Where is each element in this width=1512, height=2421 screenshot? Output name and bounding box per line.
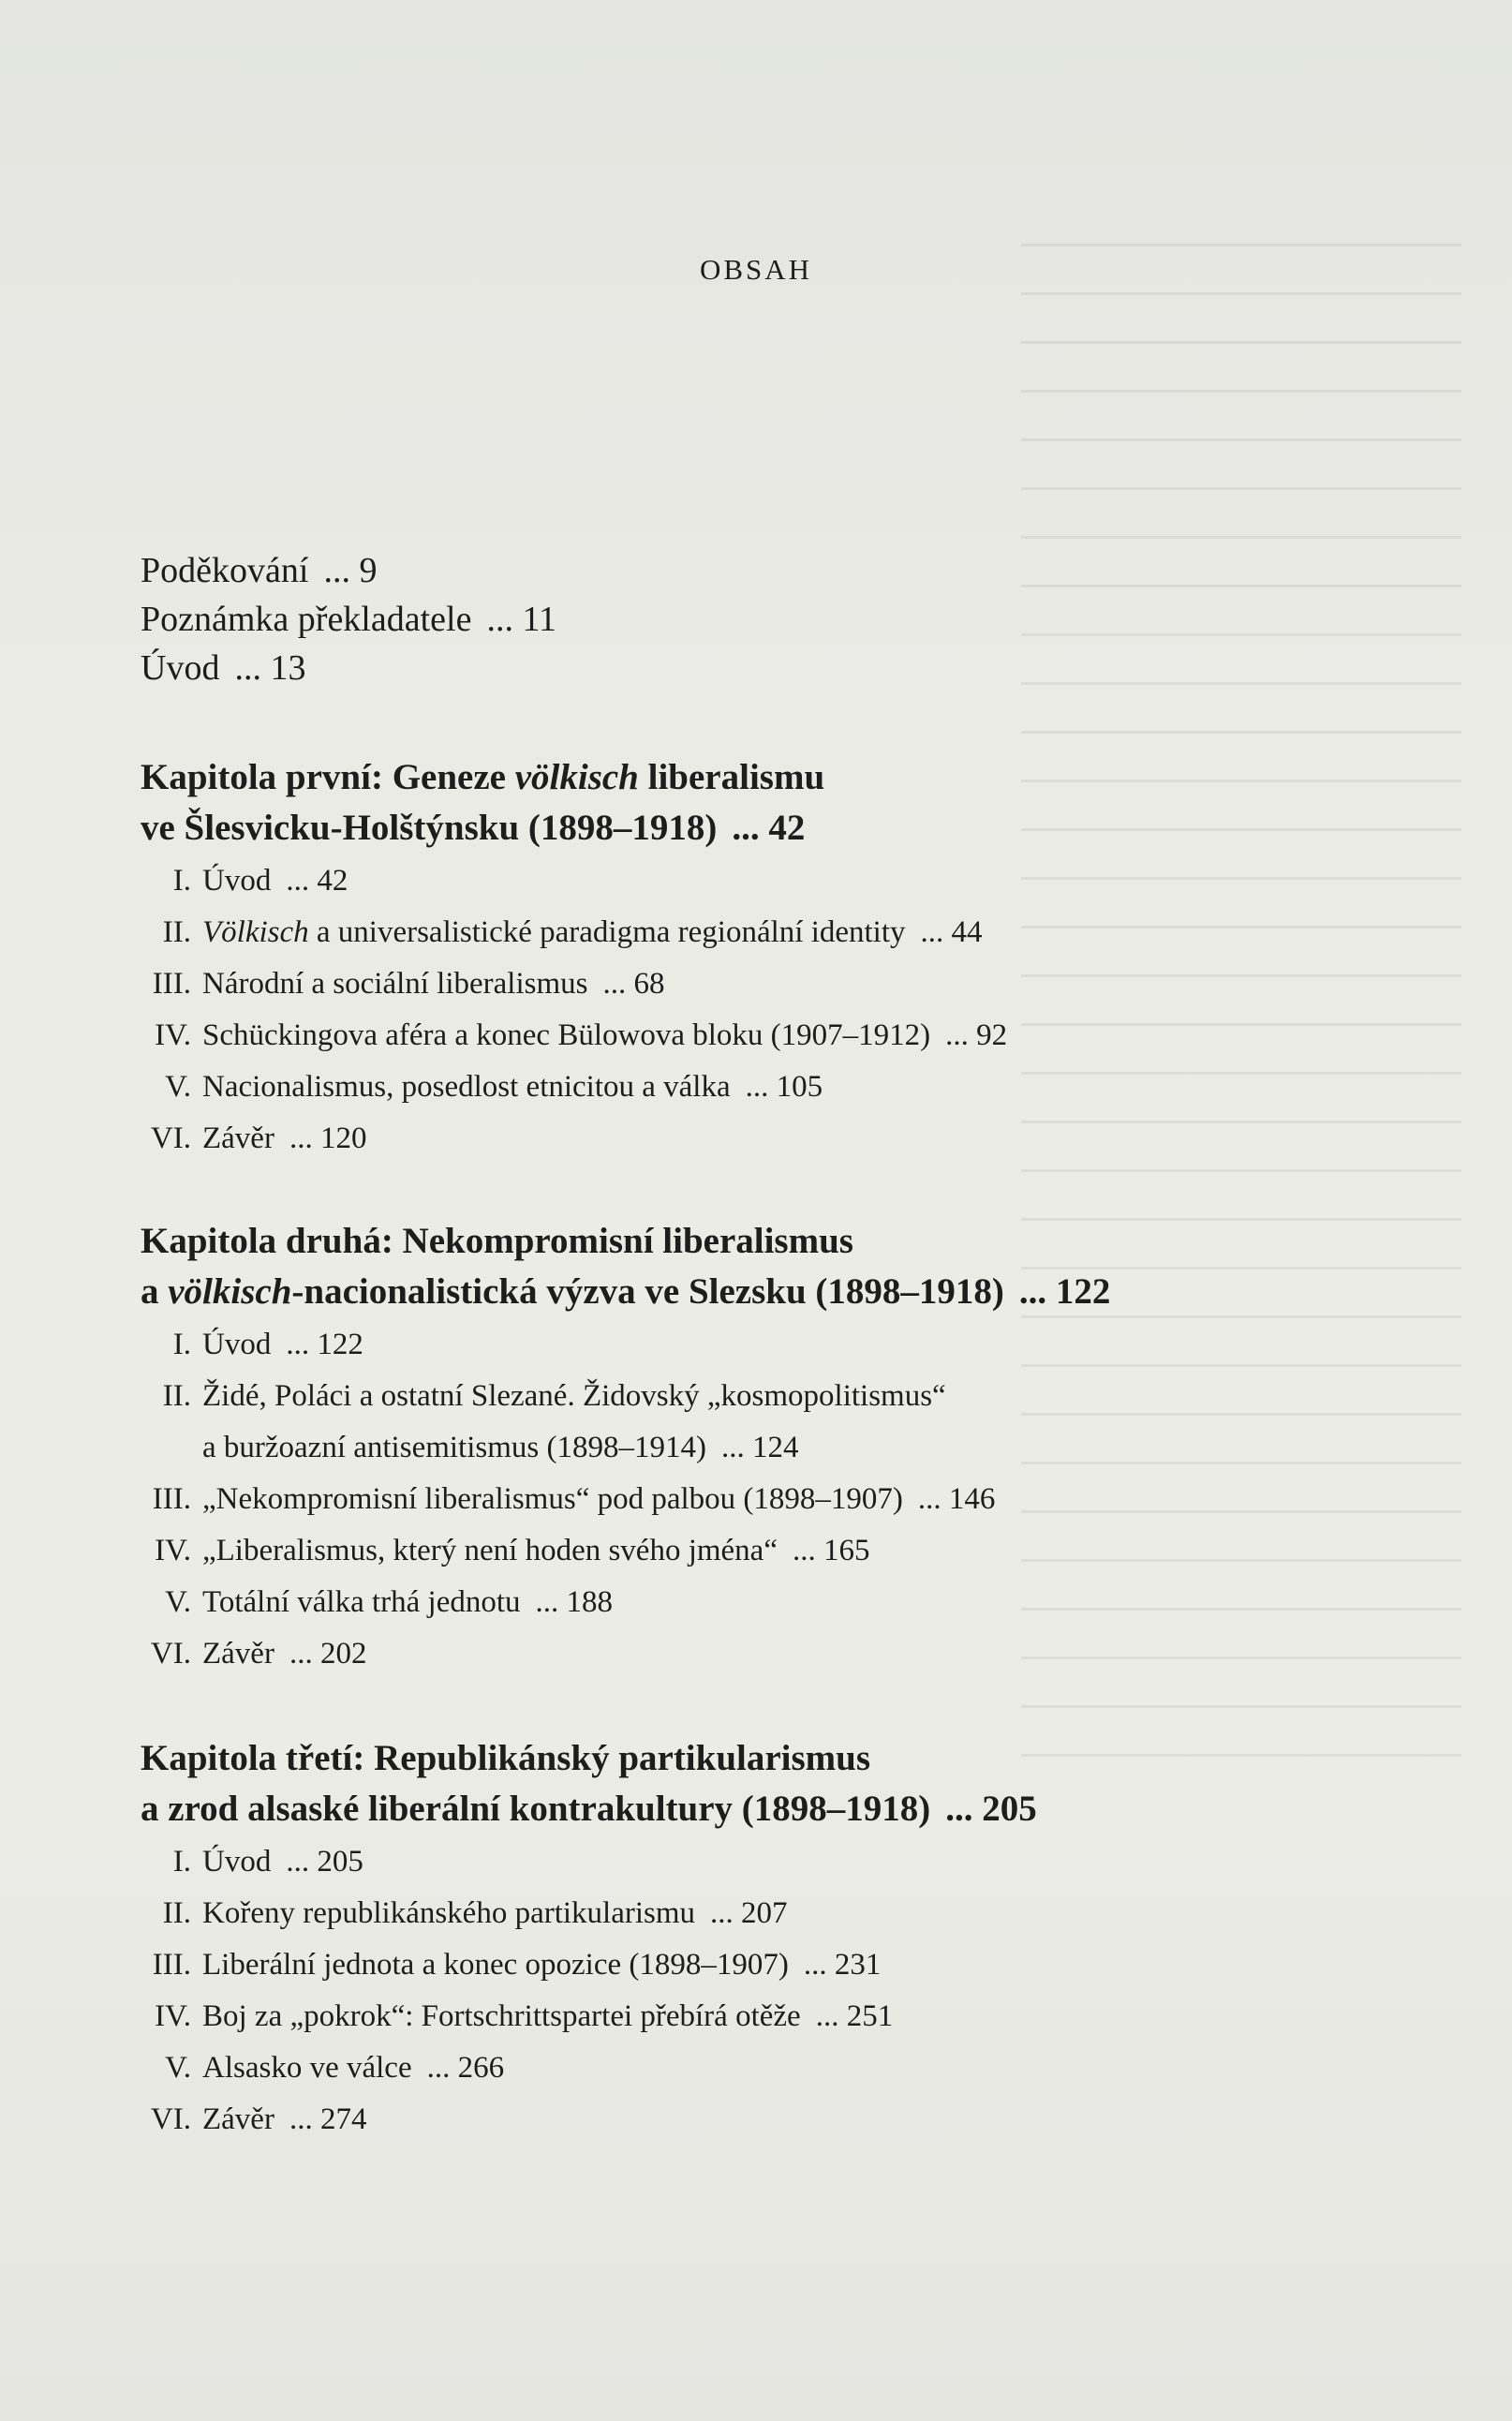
entry-page: ... 13 (234, 648, 306, 688)
section-page: ... 274 (289, 2102, 367, 2136)
entry-label: Úvod (141, 648, 220, 688)
toc-section (141, 1939, 1415, 1991)
section-number: III. (152, 1482, 191, 1516)
toc-section (141, 2094, 1415, 2146)
section-title: Úvod (202, 864, 272, 898)
section-page: ... 120 (289, 1121, 367, 1155)
section-title: Nacionalismus, posedlost etnicitou a válka (202, 1070, 731, 1104)
section-number: I. (172, 1845, 191, 1879)
toc-section (141, 1113, 1415, 1165)
section-page: ... 68 (602, 967, 665, 1001)
chapter-title-line (141, 1784, 1415, 1834)
toc-section (141, 2042, 1415, 2094)
section-page: ... 231 (803, 1948, 882, 1982)
section-title: Závěr (202, 2102, 274, 2136)
section-number: II. (162, 1379, 191, 1413)
section-number: VI. (150, 1637, 191, 1671)
toc-section (141, 1577, 1415, 1628)
section-title: Národní a sociální liberalismus (202, 967, 588, 1001)
section-number: II. (162, 1896, 191, 1930)
section-number: I. (172, 864, 191, 898)
section-list (141, 855, 1415, 1165)
section-number: I. (172, 1328, 191, 1361)
toc-section (141, 1991, 1415, 2042)
section-title: Alsasko ve válce (202, 2051, 412, 2085)
chapter-title-text: -nacionalistická výzva ve Slezsku (1898–1918) (291, 1271, 1004, 1312)
section-page: ... 42 (286, 864, 348, 898)
chapter-title-text: a (141, 1271, 169, 1312)
section-page: ... 165 (792, 1534, 870, 1567)
toc-section (141, 1010, 1415, 1062)
entry-page: ... 11 (486, 600, 557, 639)
section-title: Totální válka trhá jednotu (202, 1585, 521, 1619)
chapter-2 (141, 1216, 1415, 1680)
section-number: III. (152, 967, 191, 1001)
chapter-title-line (141, 1216, 1415, 1267)
section-title: a buržoazní antisemitismus (1898–1914) (202, 1431, 706, 1464)
section-page: ... 188 (535, 1585, 614, 1619)
toc-section (141, 1062, 1415, 1113)
section-number: V. (165, 1070, 191, 1104)
section-number: IV. (155, 1534, 191, 1567)
chapter-page: ... 122 (1018, 1271, 1111, 1312)
toc-entry-introduction (141, 644, 556, 692)
section-title: Úvod (202, 1328, 272, 1361)
toc-section (141, 1836, 1415, 1888)
chapter-title-line (141, 1267, 1415, 1317)
section-page: ... 44 (920, 915, 983, 949)
toc-entry-translator-note (141, 595, 556, 644)
section-page: ... 266 (426, 2051, 505, 2085)
chapter-title-text: Kapitola první: Geneze (141, 757, 515, 797)
section-page: ... 105 (745, 1070, 823, 1104)
section-title: Boj za „pokrok“: Fortschrittspartei přebírá otěže (202, 1999, 801, 2033)
section-number: III. (152, 1948, 191, 1982)
toc-section (141, 1319, 1415, 1371)
toc-section (141, 907, 1415, 958)
toc-section (141, 1525, 1415, 1577)
section-number: VI. (150, 1121, 191, 1155)
section-title: a universalistické paradigma regionální identity (308, 915, 906, 949)
section-title: Liberální jednota a konec opozice (1898–1907) (202, 1948, 789, 1982)
section-title: „Liberalismus, který není hoden svého jména“ (202, 1534, 778, 1567)
page-title: OBSAH (699, 253, 813, 286)
chapter-title-italic: völkisch (514, 757, 639, 797)
entry-label: Poděkování (141, 551, 309, 590)
section-number: V. (165, 1585, 191, 1619)
chapter-title-line (141, 752, 1415, 803)
toc-section (141, 1474, 1415, 1525)
section-page: ... 202 (289, 1637, 367, 1671)
chapter-title-text: a zrod alsaské liberální kontrakultury (1898–1918) (141, 1789, 931, 1829)
section-page: ... 251 (815, 1999, 894, 2033)
toc-section (141, 1628, 1415, 1680)
toc-section (141, 958, 1415, 1010)
chapter-1 (141, 752, 1415, 1165)
section-title: Židé, Poláci a ostatní Slezané. Židovský „kosmopolitismus“ (202, 1379, 946, 1413)
section-page: ... 205 (286, 1845, 363, 1879)
chapter-title-text: ve Šlesvicku-Holštýnsku (1898–1918) (141, 808, 718, 848)
section-page: ... 124 (720, 1431, 799, 1464)
section-page: ... 122 (286, 1328, 363, 1361)
section-page: ... 146 (917, 1482, 996, 1516)
chapter-title-line (141, 1733, 1415, 1784)
section-title: Závěr (202, 1121, 274, 1155)
section-title: Schückingova aféra a konec Bülowova bloku (1907–1912) (202, 1018, 931, 1052)
front-matter (141, 546, 556, 692)
section-title: Závěr (202, 1637, 274, 1671)
chapter-3 (141, 1733, 1415, 2146)
chapter-title-text: Kapitola třetí: Republikánský partikularismus (141, 1738, 871, 1778)
toc-section (141, 855, 1415, 907)
entry-page: ... 9 (323, 551, 378, 590)
section-number: IV. (155, 1018, 191, 1052)
chapter-title-text: liberalismu (638, 757, 825, 797)
section-title: Úvod (202, 1845, 272, 1879)
chapter-title-italic: völkisch (168, 1271, 292, 1312)
section-title-italic: Völkisch (202, 915, 309, 949)
toc-section-continuation (141, 1422, 1415, 1474)
section-number: VI. (150, 2102, 191, 2136)
entry-label: Poznámka překladatele (141, 600, 472, 639)
chapter-title-text: Kapitola druhá: Nekompromisní liberalismus (141, 1221, 853, 1261)
chapter-title-line (141, 803, 1415, 854)
chapter-page: ... 205 (945, 1789, 1037, 1829)
section-list (141, 1319, 1415, 1680)
section-list (141, 1836, 1415, 2146)
toc-section (141, 1888, 1415, 1939)
section-title: „Nekompromisní liberalismus“ pod palbou (1898–1907) (202, 1482, 903, 1516)
toc-entry-acknowledgements (141, 546, 556, 595)
section-page: ... 207 (710, 1896, 788, 1930)
toc-section (141, 1371, 1415, 1422)
section-number: IV. (155, 1999, 191, 2033)
section-title: Kořeny republikánského partikularismu (202, 1896, 696, 1930)
section-page: ... 92 (945, 1018, 1008, 1052)
chapter-page: ... 42 (732, 808, 806, 848)
section-number: V. (165, 2051, 191, 2085)
section-number: II. (162, 915, 191, 949)
